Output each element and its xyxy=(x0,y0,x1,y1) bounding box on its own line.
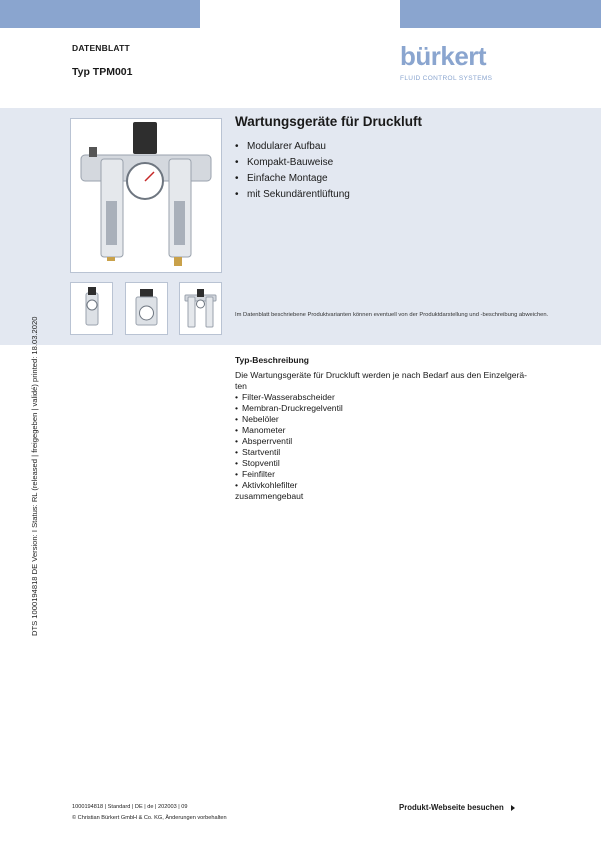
description-outro: zusammengebaut xyxy=(235,491,304,501)
thumbnail-regulator[interactable] xyxy=(70,282,113,335)
component-item: • Manometer xyxy=(235,425,550,436)
feature-item: • mit Sekundärentlüftung xyxy=(235,187,350,203)
product-illustration xyxy=(71,119,221,272)
product-webpage-link-label: Produkt-Webseite besuchen xyxy=(399,803,504,812)
feature-item: • Kompakt-Bauweise xyxy=(235,155,350,171)
chevron-right-icon xyxy=(511,805,515,811)
description-intro-continued: ten xyxy=(235,381,247,391)
product-webpage-link[interactable] xyxy=(399,803,515,812)
component-item: • Stopventil xyxy=(235,458,550,469)
component-item: • Aktivkohlefilter xyxy=(235,480,550,491)
gauge-thumbnail-graphic xyxy=(126,283,167,334)
product-photo xyxy=(70,118,222,273)
header-bar-right xyxy=(400,0,601,28)
feature-item: • Modularer Aufbau xyxy=(235,139,350,155)
footer-copyright: © Christian Bürkert GmbH & Co. KG, Änderungen vorbehalten xyxy=(72,815,227,821)
document-type: Typ TPM001 xyxy=(72,66,133,78)
component-item: • Startventil xyxy=(235,447,550,458)
buerkert-logo xyxy=(400,42,502,86)
thumbnail-gauge[interactable] xyxy=(125,282,168,335)
combination-thumbnail-graphic xyxy=(180,283,221,334)
component-list xyxy=(235,392,550,491)
description-intro: Die Wartungsgeräte für Druckluft werden je nach Bedarf aus den Einzelgerä- xyxy=(235,370,528,380)
thumbnail-combination[interactable] xyxy=(179,282,222,335)
document-status-sidebar: DTS 1000194818 DE Version: I Status: RL (released | freigegeben | validé) printed: 18.03.2020 xyxy=(30,316,39,636)
component-item: • Filter-Wasserabscheider xyxy=(235,392,550,403)
document-label: DATENBLATT xyxy=(72,43,130,53)
logo-tagline: FLUID CONTROL SYSTEMS xyxy=(400,75,493,82)
logo-word: bürkert xyxy=(400,41,487,71)
component-item: • Nebelöler xyxy=(235,414,550,425)
type-description-body xyxy=(235,370,550,502)
component-item: • Absperrventil xyxy=(235,436,550,447)
feature-list xyxy=(235,139,350,203)
feature-item: • Einfache Montage xyxy=(235,171,350,187)
footer-document-id: 1000194818 | Standard | DE | de | 202003 | 09 xyxy=(72,804,188,810)
product-variant-note: Im Datenblatt beschriebene Produktvarianten können eventuell von der Produktdarstellung und -beschreibung abweichen. xyxy=(235,312,549,318)
component-item: • Feinfilter xyxy=(235,469,550,480)
component-item: • Membran-Druckregelventil xyxy=(235,403,550,414)
footer-info xyxy=(72,802,227,824)
type-description-heading: Typ-Beschreibung xyxy=(235,355,309,365)
regulator-thumbnail-graphic xyxy=(71,283,112,334)
product-headline: Wartungsgeräte für Druckluft xyxy=(235,114,423,129)
